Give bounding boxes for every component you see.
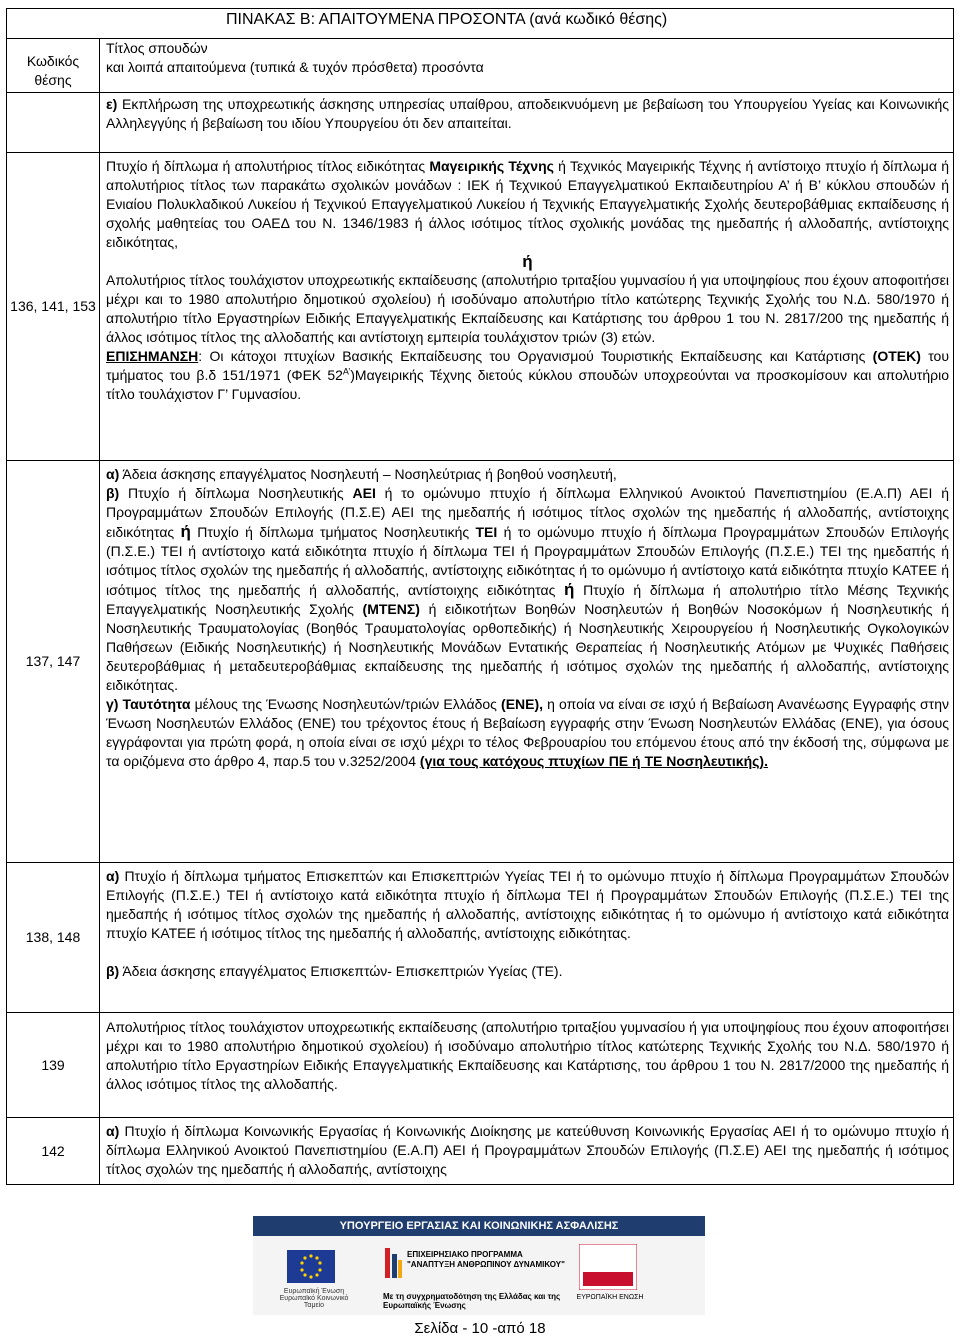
note-paragraph: ΕΠΙΣΗΜΑΝΣΗ: Οι κάτοχοι πτυχίων Βασικής Εκπαίδευσης του Οργανισμού Τουριστικής Εκπαίδευσης και Κατάρτισης (ΟΤΕΚ) του τμήματος του β.δ 151/1971 (ΦΕΚ $52^{A’})M\alpha\gamma\varepsilon\iota\rho\iota\kappa ή\varsigma$ Τέχνης διετούς κύκλου σπουδών υποχρεούνται να προσκομίσουν και απολυτήριο τίτλο τουλάχιστον Γ’ Γυμνασίου. — [106, 348, 949, 402]
position-code: 137, 147 — [7, 461, 100, 863]
requirements-cell — [100, 863, 954, 1013]
desc-header-line1: Τίτλος σπουδών — [106, 40, 208, 56]
table-row — [7, 1013, 954, 1118]
operational-program-title: ΕΠΙΧΕΙΡΗΣΙΑΚΟ ΠΡΟΓΡΑΜΜΑ "ΑΝΑΠΤΥΞΗ ΑΝΘΡΩΠΙΝΟΥ ΔΥΝΑΜΙΚΟΥ" — [407, 1250, 565, 1269]
desc-header-line2: και λοιπά απαιτούμενα (τυπικά & τυχόν πρόσθετα) προσόντα — [106, 59, 484, 75]
table-header-row — [7, 39, 954, 93]
cofunding-caption: Με τη συγχρηματοδότηση της Ελλάδας και της Ευρωπαϊκής Ένωσης — [383, 1292, 561, 1310]
item-label: ε) — [106, 96, 118, 112]
table-row — [7, 93, 954, 153]
eu-caption: Ευρωπαϊκή Ένωση Ευρωπαϊκό Κοινωνικό Ταμείο — [279, 1288, 349, 1309]
code-column-label: Κωδικός θέσης — [26, 52, 80, 88]
item-text: Εκπλήρωση της υποχρεωτικής άσκησης υπηρεσίας υπαίθρου, αποδεικνυόμενη με βεβαίωση του Υπουργείου Υγείας και Κοινωνικής Αλληλεγγύης ή βεβαίωση του ιδίου Υπουργείου ότι δεν απαιτείται. — [106, 96, 949, 131]
health-visitor-license-item: β) Άδεια άσκησης επαγγέλματος Επισκεπτών- Επισκεπτριών Υγείας (ΤΕ). — [106, 963, 563, 979]
logos-strip — [253, 1236, 705, 1315]
page-number: Σελίδα - 10 -από 18 — [414, 1320, 546, 1337]
funding-banner — [253, 1216, 705, 1315]
requirements-cell — [100, 461, 954, 863]
position-code: 138, 148 — [7, 863, 100, 1013]
code-column-header — [7, 39, 100, 93]
page-title: ΠΙΝΑΚΑΣ Β: ΑΠΑΙΤΟΥΜΕΝΑ ΠΡΟΣΟΝΤΑ (ανά κωδικό θέσης) — [226, 11, 668, 28]
nurse-membership-item: γ) Ταυτότητα μέλους της Ένωσης Νοσηλευτών/τριών Ελλάδος (ΕΝΕ), η οποία να είναι σε ισχύ ή Βεβαίωση Ανανέωσης Εγγραφής στην Ένωση Νοσηλευτών Ελλάδος (ΕΝΕ) του τρέχοντος έτους ή Βεβαίωση εγγραφής στην Ένωση Νοσηλευτών Ελλάδας (ΕΝΕ), για όσους εγγράφονται για πρώτη φορά, η οποία είναι σε ισχύ μέχρι το τέλος Φεβρουαρίου του επόμενου έτους από την έκδοσή της, σύμφωνα με τα οριζόμενα στο άρθρο 4, παρ.5 του ν.3252/2004 (για τους κατόχους πτυχίων ΠΕ ή ΤΕ Νοσηλευτικής). — [106, 696, 950, 769]
nurse-degree-item: β) Πτυχίο ή δίπλωμα Νοσηλευτικής ΑΕΙ ή το ομώνυμο πτυχίο ή δίπλωμα Ελληνικού Ανοικτού Πανεπιστημίου (Ε.Α.Π) ΑΕΙ ή Προγραμμάτων Σπουδών Επιλογής (Π.Σ.Ε) ΑΕΙ της ημεδαπής ή ισότιμος τίτλος σχολών της ημεδαπής ή αλλοδαπής, αντίστοιχης ειδικότητας ή Πτυχίο ή δίπλωμα τμήματος Νοσηλευτικής ΤΕΙ ή το ομώνυμο πτυχίο ή δίπλωμα Προγραμμάτων Σπουδών Επιλογής (Π.Σ.Ε.) ΤΕΙ ή αντίστοιχο κατά ειδικότητα πτυχίο ή δίπλωμα ΤΕΙ ή Προγραμμάτων Σπουδών Επιλογής (Π.Σ.Ε.) ΤΕΙ της ημεδαπής ή ισότιμος τίτλος σχολών της ημεδαπής ή αλλοδαπής, αντίστοιχης ειδικότητας ή το ομώνυμο ή αντίστοιχο κατά ειδικότητα πτυχίο ΚΑΤΕΕ ή ισότιμος τίτλος της ημεδαπής ή αλλοδαπής, αντίστοιχης ειδικότητας ή Πτυχίο ή δίπλωμα ή απολυτήριο τίτλο Μέσης Τεχνικής Επαγγελματικής Νοσηλευτικής Σχολής (ΜΤΕΝΣ) ή ειδικοτήτων Βοηθών Νοσηλευτών ή Βοηθών Νοσοκόμων ή Νοσηλευτικής ή Νοσηλευτικής Τραυματολογίας (Βοηθός Τραυματολογίας ορθοπεδικής) ή Νοσηλευτικής Χειρουργείου ή Νοσηλευτικής Ογκολογικών Παθήσεων (Ειδικής Νοσηλευτικής) ή Νοσηλευτικής Μονάδων Εντατικής Θεραπείας ή Νοσηλευτικής Ατόμων με Ψυχικές Παθήσεις δευτεροβάθμιας ή μεταδευτεροβάθμιας εκπαίδευσης της ημεδαπής ή ισότιμος σχολών της ημεδαπής ή αλλοδαπής, αντίστοιχης ειδικότητας. — [106, 485, 950, 693]
compulsory-education-paragraph: Απολυτήριος τίτλος τουλάχιστον υποχρεωτικής εκπαίδευσης (απολυτήριο τριταξίου γυμνασίου ή για υποψηφίους που έχουν αποφοιτήσει μέχρι και το 1980 απολυτήριο δημοτικού σχολείου) ή ισοδύναμο απολυτήριο τίτλος κατώτερης Τεχνικής Σχολής του Ν.Δ. 580/1970 ή απολυτήριο τίτλο Εργαστηρίων Ειδικής Επαγγελματικής Εκπαίδευσης και Κατάρτισης, του άρθρου 1 του Ν. 2817/2000 της ημεδαπής ή άλλος ισότιμος τίτλος της αλλοδαπής. — [106, 1019, 949, 1092]
social-work-degree-item: α) Πτυχίο ή δίπλωμα Κοινωνικής Εργασίας ή Κοινωνικής Διοίκησης με κατεύθυνση Κοινωνικής Εργασίας ΑΕΙ ή το ομώνυμο πτυχίο ή δίπλωμα Ελληνικού Ανοικτού Πανεπιστημίου (Ε.Α.Π) ΑΕΙ ή Προγραμμάτων Σπουδών Επιλογής (Π.Σ.Ε) ΑΕΙ της ημεδαπής ή ισότιμος τίτλος σχολών της ημεδαπής ή αλλοδαπής, αντίστοιχης — [106, 1123, 949, 1177]
or-separator: ή — [522, 252, 533, 271]
position-code: 136, 141, 153 — [7, 153, 100, 461]
eu-flag-icon — [287, 1250, 335, 1283]
table-row — [7, 1118, 954, 1185]
table-row — [7, 153, 954, 461]
requirements-table — [6, 38, 954, 1185]
position-code: 142 — [7, 1118, 100, 1185]
requirements-cell — [100, 1118, 954, 1185]
requirements-cell — [100, 153, 954, 461]
table-row — [7, 461, 954, 863]
requirements-cell — [100, 93, 954, 153]
cooking-degree-paragraph: Πτυχίο ή δίπλωμα ή απολυτήριος τίτλος ειδικότητας Μαγειρικής Τέχνης ή Τεχνικός Μαγειρικής Τέχνης ή αντίστοιχο πτυχίο ή δίπλωμα ή απολυτήριος τίτλος των παρακάτω σχολικών μονάδων : ΙΕΚ ή Τεχνικού Επαγγελματικού Εκπαιδευτηρίου Α’ ή Β’ κύκλου σπουδών ή Ενιαίου Πολυκλαδικού Λυκείου ή Τεχνικού Επαγγελματικού Λυκείου ή Τεχνικής Επαγγελματικής Σχολής δευτεροβάθμιας εκπαίδευσης ή σχολής μαθητείας του ΟΑΕΔ του Ν. 1346/1983 ή άλλος ισότιμος τίτλος σχολικής μονάδας της ημεδαπής ή αλλοδαπής, αντίστοιχης ειδικότητας, — [106, 158, 949, 250]
description-column-header — [100, 39, 954, 93]
health-visitor-degree-item: α) Πτυχίο ή δίπλωμα τμήματος Επισκεπτών και Επισκεπτριών Υγείας ΤΕΙ ή το ομώνυμο πτυχίο ή δίπλωμα Προγραμμάτων Σπουδών Επιλογής (Π.Σ.Ε.) ΤΕΙ ή αντίστοιχο κατά ειδικότητα πτυχίο ή δίπλωμα ΤΕΙ ή Προγραμμάτων Σπουδών Επιλογής (Π.Σ.Ε.) ΤΕΙ της ημεδαπής ή ισότιμος τίτλος σχολών της ημεδαπής ή αλλοδαπής, αντίστοιχης ειδικότητας ή το ομώνυμο ή αντίστοιχο κατά ειδικότητα πτυχίο ΚΑΤΕΕ ή ισότιμος τίτλος της ημεδαπής ή αλλοδαπής, αντίστοιχης ειδικότητας. — [106, 868, 949, 941]
espa-caption: ΕΥΡΩΠΑΪΚΗ ΕΝΩΣΗ — [576, 1294, 644, 1301]
table-row — [7, 863, 954, 1013]
position-code — [7, 93, 100, 153]
compulsory-education-paragraph: Απολυτήριος τίτλος τουλάχιστον υποχρεωτικής εκπαίδευσης (απολυτήριο τριταξίου γυμνασίου ή για υποψηφίους που έχουν αποφοιτήσει μέχρι και το 1980 απολυτήριο δημοτικού σχολείου) ή ισοδύναμο απολυτήριο τίτλο κατώτερης Τεχνικής Σχολής του Ν.Δ. 580/1970 ή απολυτήριο τίτλο Εργαστηρίων Ειδικής Επαγγελματικής Εκπαίδευσης και Κατάρτισης του άρθρου 1 του Ν. 2817/200 της ημεδαπής ή άλλος ισότιμος τίτλος της αλλοδαπής και αντίστοιχη εμπειρία τουλάχιστον τριών (3) ετών. — [106, 272, 949, 345]
nurse-license-item: α) Άδεια άσκησης επαγγέλματος Νοσηλευτή – Νοσηλεύτριας ή βοηθού νοσηλευτή, — [106, 466, 617, 482]
operational-program-logo-icon — [383, 1246, 403, 1280]
position-code: 139 — [7, 1013, 100, 1118]
ministry-bar: ΥΠΟΥΡΓΕΙΟ ΕΡΓΑΣΙΑΣ ΚΑΙ ΚΟΙΝΩΝΙΚΗΣ ΑΣΦΑΛΙΣΗΣ — [253, 1216, 705, 1236]
requirements-cell — [100, 1013, 954, 1118]
espa-logo-icon — [579, 1244, 637, 1290]
